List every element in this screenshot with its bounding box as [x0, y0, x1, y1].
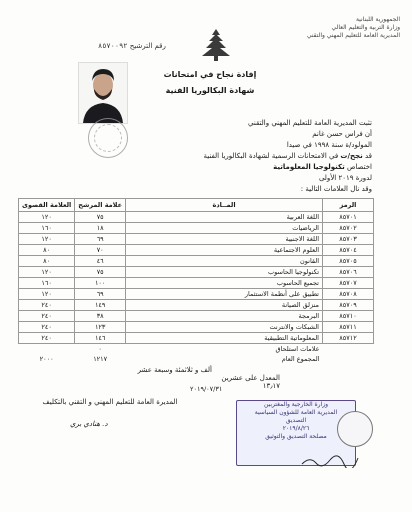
signature-scribble-icon [300, 454, 360, 468]
max-score: ٢٤٠ [19, 322, 75, 333]
subject-name: تطبيق على أنظمة الاستثمار [126, 289, 323, 300]
grades-table [18, 198, 374, 364]
stamp-line: التصديق [285, 417, 307, 424]
candidate-score: ٦٩ [75, 289, 126, 300]
certificate-body [142, 118, 372, 195]
total-in-words: ألف و ثلاثمئة وسبعة عشر [137, 366, 212, 374]
table-row [19, 234, 374, 245]
subject-name: الرياضيات [126, 223, 323, 234]
ministry-line: وزارة التربية والتعليم العالي [331, 24, 400, 31]
subject-name: الشبكات والانترنت [126, 322, 323, 333]
subject-name: تجميع الحاسوب [126, 278, 323, 289]
table-row [19, 333, 374, 344]
ministry-header [270, 16, 400, 40]
subject-name: العلوم الاجتماعية [126, 245, 323, 256]
subject-name: البرمجة [126, 311, 323, 322]
subject-code: ٨٥٧٠٩ [323, 300, 374, 311]
result-prefix: قد [364, 152, 372, 160]
average-label: المعدل على عشرين [221, 374, 280, 382]
birth-line: المولود/ة سنة ١٩٩٨ في صيدا [286, 141, 372, 149]
body-line: تثبت المديرية العامة للتعليم المهني والتقني [248, 119, 372, 127]
specialty-name: تكنولوجيا المعلوماتية [273, 163, 345, 171]
specialty-prefix: اختصاص [346, 163, 372, 171]
header-code: الرمز [323, 199, 374, 212]
candidate-score: ٧٠ [75, 245, 126, 256]
table-row [19, 289, 374, 300]
session-line: لدورة ٢٠١٩ الأولى [318, 174, 372, 182]
subject-code: ٨٥٧٠٨ [323, 289, 374, 300]
total-score: ١٢١٧ [93, 355, 108, 363]
candidate-score: ١٤٩ [75, 300, 126, 311]
candidate-name-line: أن فراس حسن غانم [312, 130, 372, 138]
candidate-score: ١٤٦ [75, 333, 126, 344]
table-row [19, 278, 374, 289]
subject-code: ٨٥٧٠٣ [323, 234, 374, 245]
stamp-date: ٢٠١٩/٨/٢٦ [282, 425, 310, 432]
subject-code: ٨٥٧٠١ [323, 212, 374, 223]
table-row [19, 223, 374, 234]
max-score: ١٢٠ [19, 267, 75, 278]
max-score: ٨٠ [19, 245, 75, 256]
table-row [19, 212, 374, 223]
stamp-line: مصلحة التصديق والتوثيق [265, 433, 327, 440]
signatory-name: د. هنادي بري [70, 420, 108, 428]
stamp-seal-icon [337, 411, 373, 447]
extra-marks-label: علامات استلحاق [275, 345, 320, 353]
max-score: ٢٤٠ [19, 300, 75, 311]
subject-code: ٨٥٧١٠ [323, 311, 374, 322]
cedar-emblem-icon [198, 28, 234, 62]
candidate-score: ٣٨ [75, 311, 126, 322]
candidate-score: ٧٥ [75, 267, 126, 278]
ministry-line: الجمهورية اللبنانية [355, 16, 400, 23]
table-row [19, 311, 374, 322]
candidate-score: ١٠٠ [75, 278, 126, 289]
subject-name: المعلوماتية التطبيقية [126, 333, 323, 344]
reference-number: ٨٥٧٠٠٩٢ [98, 42, 128, 50]
extra-marks-score: ٠ [98, 345, 102, 353]
table-header-row [19, 199, 374, 212]
average-value: ١٣٫١٧ [262, 382, 280, 390]
max-score: ١٦٠ [19, 223, 75, 234]
candidate-score: ٤٦ [75, 256, 126, 267]
result-text: في الامتحانات الرسمية لشهادة البكالوريا الفنية [203, 152, 339, 160]
subject-code: ٨٥٧١١ [323, 322, 374, 333]
max-score: ١٦٠ [19, 278, 75, 289]
table-row [19, 245, 374, 256]
max-score: ٢٤٠ [19, 333, 75, 344]
extra-marks-row [19, 344, 374, 355]
certificate-title: إفادة نجاح في امتحانات [163, 70, 257, 79]
official-seal-icon [88, 118, 128, 158]
max-score: ١٢٠ [19, 234, 75, 245]
issue-date: ٢٠١٩/٠٧/٣١ [190, 385, 223, 393]
table-row [19, 256, 374, 267]
subject-code: ٨٥٧٠٤ [323, 245, 374, 256]
subject-name: اللغة العربية [126, 212, 323, 223]
candidate-score: ١٢٣ [75, 322, 126, 333]
certificate-subtitle: شهادة البكالوريا الفنية [165, 86, 255, 95]
max-score: ١٢٠ [19, 212, 75, 223]
candidate-reference [92, 42, 166, 50]
subject-code: ٨٥٧١٢ [323, 333, 374, 344]
subject-name: تكنولوجيا الحاسوب [126, 267, 323, 278]
subject-code: ٨٥٧٠٦ [323, 267, 374, 278]
specialty-line [142, 162, 372, 173]
reference-label: رقم الترشيح [129, 42, 166, 50]
grades-intro: وقد نال العلامات التالية : [300, 185, 372, 193]
subject-code: ٨٥٧٠٢ [323, 223, 374, 234]
subject-name: اللغة الاجنبية [126, 234, 323, 245]
header-score: علامة المرشح [75, 199, 126, 212]
header-max: العلامة القصوى [19, 199, 75, 212]
total-label: المجموع العام [281, 355, 320, 363]
candidate-score: ٧٥ [75, 212, 126, 223]
max-score: ٢٤٠ [19, 311, 75, 322]
max-score: ٨٠ [19, 256, 75, 267]
signature-title: المديرة العامة للتعليم المهني و التقني بالتكليف [42, 398, 178, 406]
table-row [19, 322, 374, 333]
candidate-score: ٦٩ [75, 234, 126, 245]
subject-name: القانون [126, 256, 323, 267]
stamp-line: وزارة الخارجية والمغتربين [263, 401, 329, 408]
result-status: نجح/ت [340, 152, 363, 160]
total-row [19, 354, 374, 364]
total-max: ٢٠٠٠ [39, 355, 54, 363]
table-row [19, 267, 374, 278]
candidate-score: ١٨ [75, 223, 126, 234]
stamp-line: المديرية العامة للشؤون السياسية [254, 409, 338, 416]
subject-code: ٨٥٧٠٥ [323, 256, 374, 267]
header-subject: المــادة [126, 199, 323, 212]
result-line [142, 151, 372, 162]
candidate-photo [78, 62, 128, 124]
subject-name: منزلق الصيانة [126, 300, 323, 311]
table-row [19, 300, 374, 311]
subject-code: ٨٥٧٠٧ [323, 278, 374, 289]
ministry-line: المديرية العامة للتعليم المهني والتقني [306, 32, 400, 39]
max-score: ١٢٠ [19, 289, 75, 300]
